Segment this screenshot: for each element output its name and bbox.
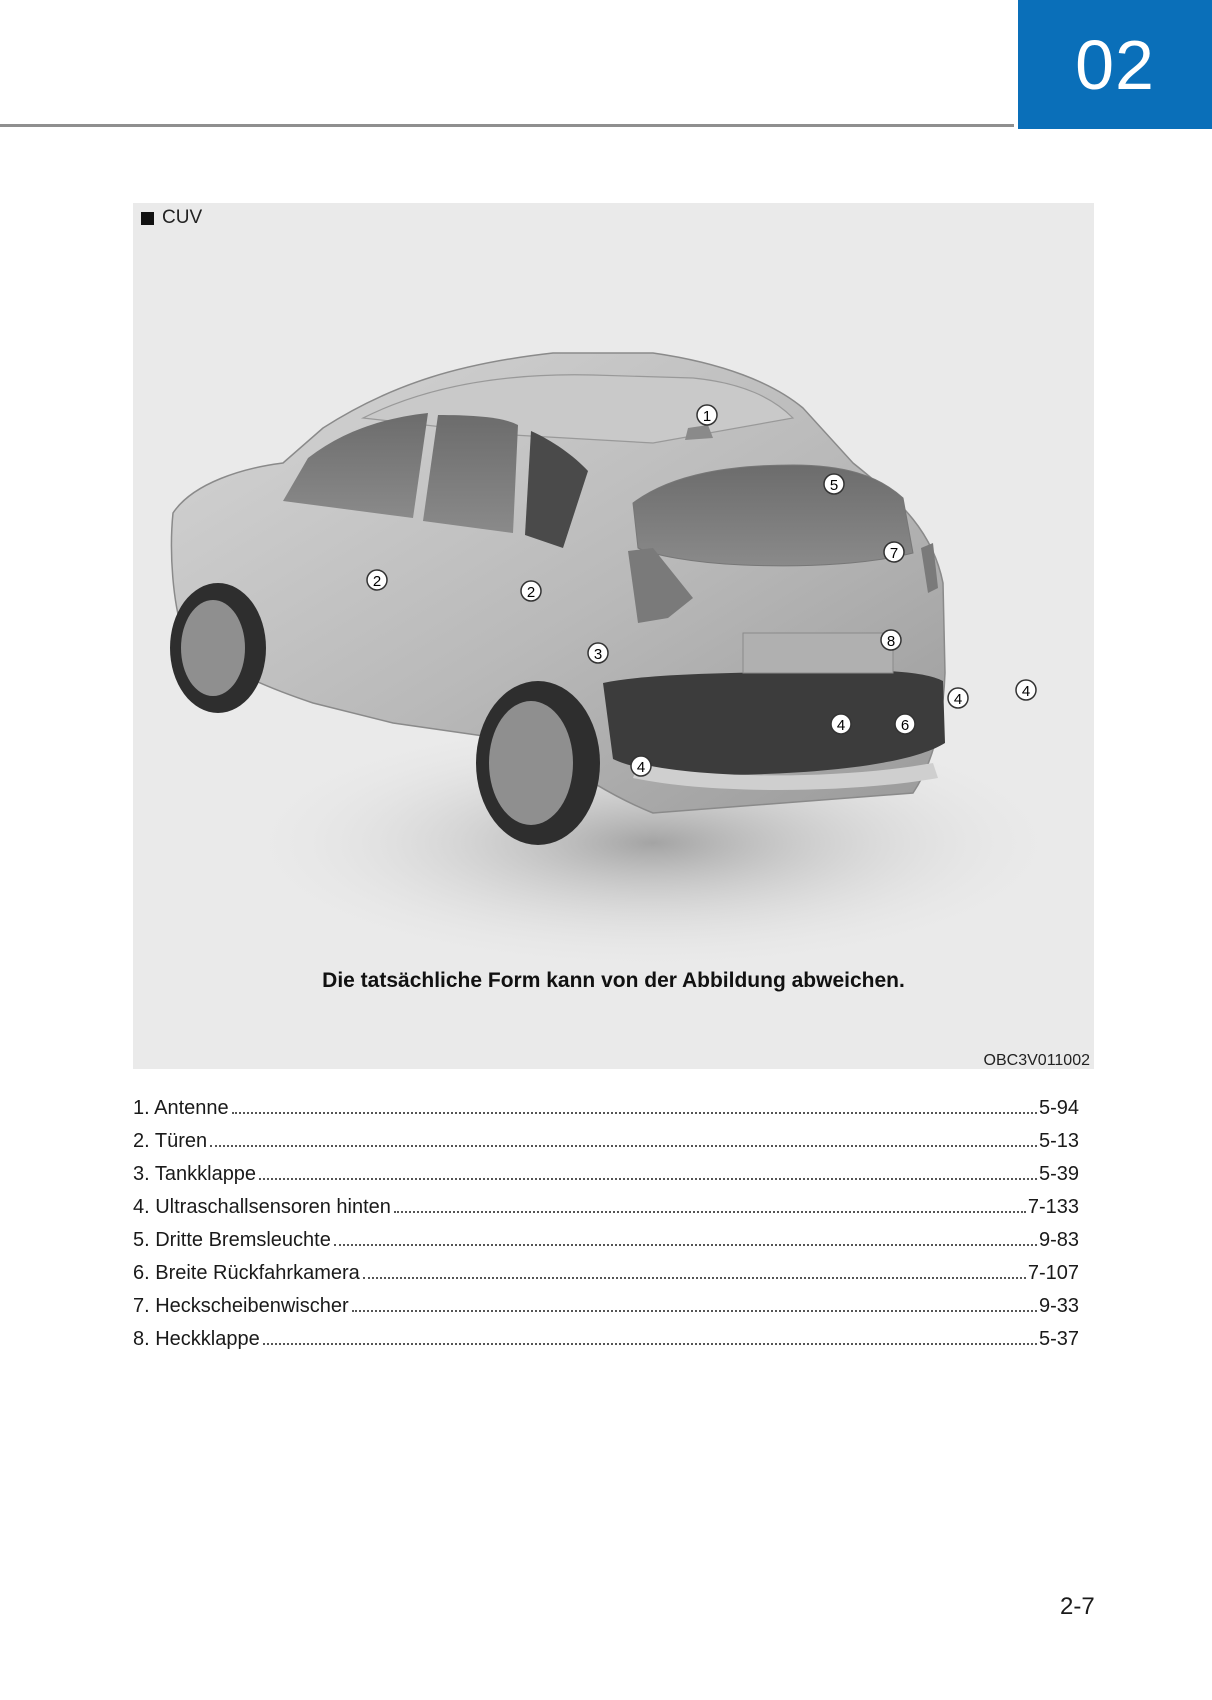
- callout-5: [824, 474, 844, 494]
- callout-4a: [631, 756, 651, 776]
- entry-page: 7-107: [1027, 1262, 1079, 1284]
- svg-text:2: 2: [526, 584, 536, 601]
- callout-4d: [1016, 680, 1036, 700]
- svg-text:4: 4: [836, 717, 846, 734]
- callout-3: [588, 643, 608, 663]
- header-divider: [0, 124, 1014, 127]
- svg-text:3: 3: [593, 646, 603, 663]
- svg-text:4: 4: [1021, 683, 1031, 700]
- car-rear-view-illustration: [133, 203, 1094, 1069]
- chapter-tab: 02: [1018, 0, 1212, 129]
- svg-text:4: 4: [953, 691, 963, 708]
- callout-7: [884, 542, 904, 562]
- index-entry: [133, 1163, 1079, 1196]
- entry-page: 5-13: [1038, 1130, 1079, 1152]
- index-entry: [133, 1130, 1079, 1163]
- entry-page: 5-94: [1038, 1097, 1079, 1119]
- svg-text:4: 4: [636, 759, 646, 776]
- dot-leader: [210, 1145, 1037, 1147]
- entry-page: 9-83: [1038, 1229, 1079, 1251]
- dot-leader: [352, 1310, 1037, 1312]
- dot-leader: [263, 1343, 1037, 1345]
- figure-caption: Die tatsächliche Form kann von der Abbildung abweichen.: [322, 969, 905, 992]
- entry-page: 5-37: [1038, 1328, 1079, 1350]
- entry-page: 7-133: [1027, 1196, 1079, 1218]
- entry-page: 5-39: [1038, 1163, 1079, 1185]
- entry-label: 6. Breite Rückfahrkamera: [133, 1262, 360, 1284]
- figure-code: OBC3V011002: [983, 1052, 1090, 1069]
- callout-4c: [948, 688, 968, 708]
- svg-text:8: 8: [886, 633, 896, 650]
- callout-1: [697, 405, 717, 425]
- figure-variant-text: CUV: [162, 207, 203, 228]
- index-entry: [133, 1196, 1079, 1229]
- svg-text:7: 7: [889, 545, 899, 562]
- car-illustration-figure: [133, 203, 1094, 1069]
- callout-8: [881, 630, 901, 650]
- callout-2b: [521, 581, 541, 601]
- dot-leader: [363, 1277, 1026, 1279]
- svg-text:1: 1: [702, 408, 712, 425]
- dot-leader: [232, 1112, 1037, 1114]
- entry-label: 1. Antenne: [133, 1097, 229, 1119]
- entry-label: 5. Dritte Bremsleuchte: [133, 1229, 331, 1251]
- dot-leader: [394, 1211, 1026, 1213]
- figure-variant-label: [141, 207, 202, 229]
- entry-page: 9-33: [1038, 1295, 1079, 1317]
- entry-label: 8. Heckklappe: [133, 1328, 260, 1350]
- callout-2a: [367, 570, 387, 590]
- index-entry: [133, 1097, 1079, 1130]
- index-entry: [133, 1229, 1079, 1262]
- svg-text:2: 2: [372, 573, 382, 590]
- svg-text:6: 6: [900, 717, 910, 734]
- callout-6: [895, 714, 915, 734]
- entry-label: 2. Türen: [133, 1130, 208, 1152]
- square-bullet-icon: [141, 212, 154, 225]
- index-entry: [133, 1262, 1079, 1295]
- callout-4b: [831, 714, 851, 734]
- index-entry: [133, 1328, 1079, 1361]
- parts-index-list: [133, 1097, 1079, 1361]
- index-entry: [133, 1295, 1079, 1328]
- entry-label: 7. Heckscheibenwischer: [133, 1295, 349, 1317]
- entry-label: 4. Ultraschallsensoren hinten: [133, 1196, 391, 1218]
- dot-leader: [334, 1244, 1037, 1246]
- dot-leader: [259, 1178, 1037, 1180]
- svg-text:5: 5: [829, 477, 839, 494]
- page-number: 2-7: [1060, 1593, 1095, 1620]
- entry-label: 3. Tankklappe: [133, 1163, 257, 1185]
